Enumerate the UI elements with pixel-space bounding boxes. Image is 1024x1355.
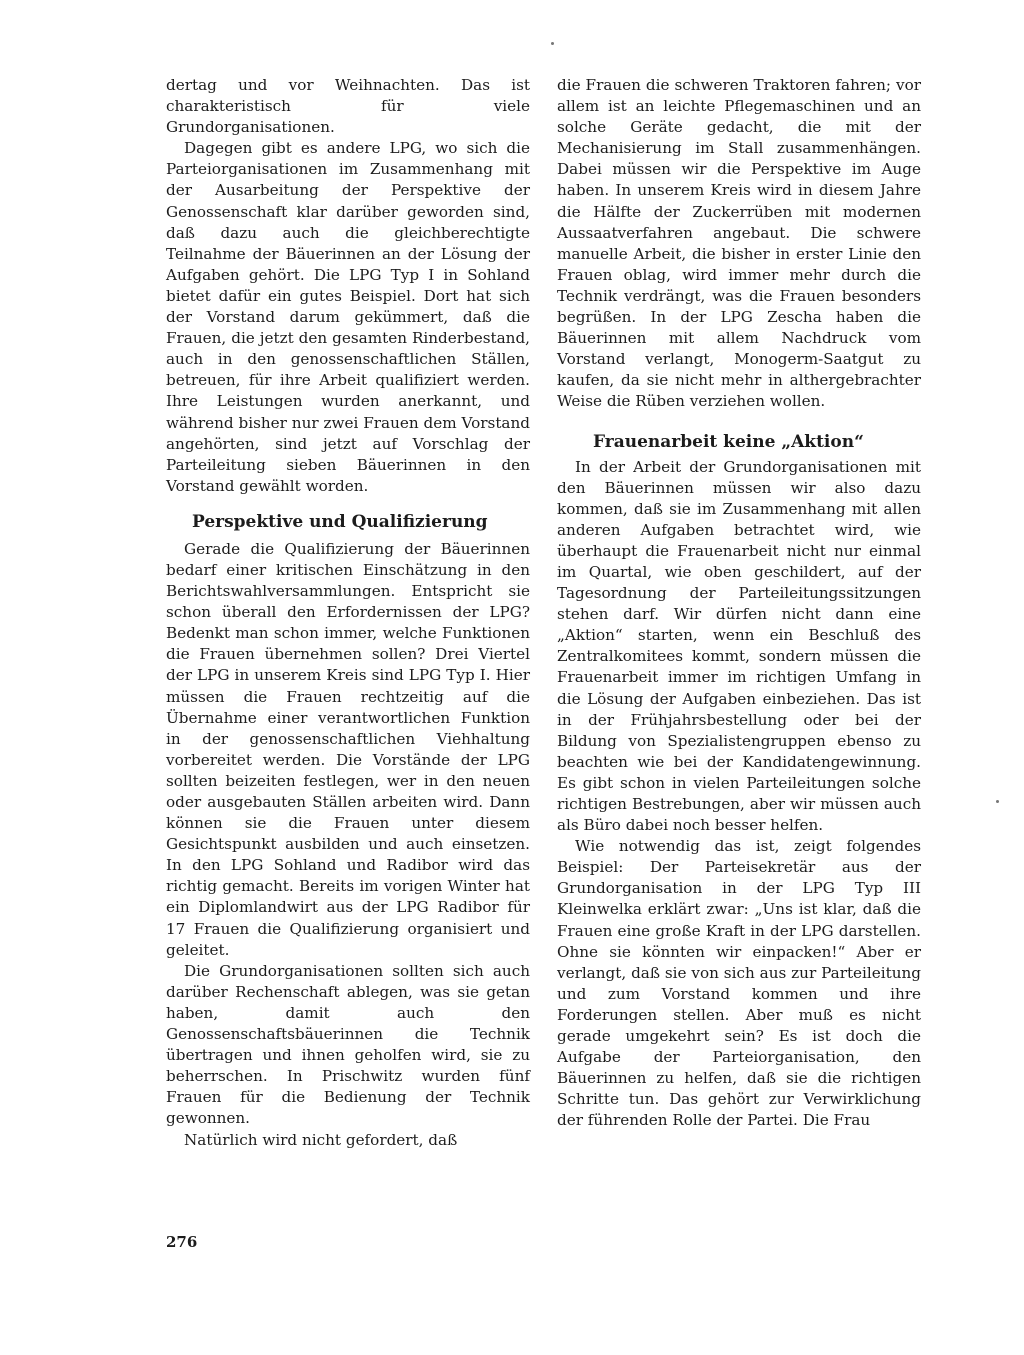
page-number: 276 [166,1233,198,1251]
paragraph-grundorganisationen: In der Arbeit der Grundorganisationen mit den Bäuerinnen müssen wir also dazu kommen, daß sie im Zusammenhang mit allen anderen Aufgaben betrachtet wird, wie überhaupt die Frauenarbeit nicht nur einmal im Quartal, wie oben geschildert, auf der Tagesordnung der Parteileitungssitzungen stehen darf. Wir dürfen nicht dann eine „Aktion“ starten, wenn ein Beschluß des Zentralkomitees kommt, sondern müssen die Frauenarbeit immer im richtigen Umfang in die Lösung der Aufgaben einbeziehen. Das ist in der Frühjahrsbestellung oder bei der Bildung von Spezialistengruppen ebenso zu beachten wie bei der Kandidatengewinnung. Es gibt schon in vielen Parteileitungen solche richtigen Bestrebungen, aber wir müssen auch als Büro dabei noch besser helfen. [557,457,921,835]
left-column [166,75,530,1151]
paragraph-continued: dertag und vor Weihnachten. Das ist charakteristisch für viele Grundorganisationen. [166,76,530,137]
section-heading-perspektive: Perspektive und Qualifizierung [192,511,488,532]
print-speck [551,42,554,45]
paragraph-rechenschaft: Die Grundorganisationen sollten sich auch darüber Rechenschaft ablegen, was sie getan haben, damit auch den Genossenschaftsbäuerinnen die Technik übertragen und ihnen geholfen wird, sie zu beherrschen. In Prischwitz wurden fünf Frauen für die Bedienung der Technik gewonnen. [166,961,530,1128]
paragraph-traktoren: die Frauen die schweren Traktoren fahren; vor allem ist an leichte Pflegemaschinen und an solche Geräte gedacht, die mit der Mechanisierung im Stall zusammenhängen. Dabei müssen wir die Perspektive im Auge haben. In unserem Kreis wird in diesem Jahre die Hälfte der Zuckerrüben mit modernen Aussaatverfahren angebaut. Die schwere manuelle Arbeit, die bisher in erster Linie den Frauen oblag, wird immer mehr durch die Technik verdrängt, was die Frauen besonders begrüßen. In der LPG Zescha haben die Bäuerinnen mit allem Nachdruck vom Vorstand verlangt, Monogerm-Saatgut zu kaufen, da sie nicht mehr in althergebrachter Weise die Rüben verziehen wollen. [557,76,921,411]
right-column [557,75,921,1132]
paragraph-kleinwelka: Wie notwendig das ist, zeigt folgendes Beispiel: Der Parteisekretär aus der Grundorganisation in der LPG Typ III Kleinwelka erklärt zwar: „Uns ist klar, daß die Frauen eine große Kraft in der LPG darstellen. Ohne sie könnten wir einpacken!“ Aber er verlangt, daß sie von sich aus zur Parteileitung und zum Vorstand kommen und ihre Forderungen stellen. Aber muß es nicht gerade umgekehrt sein? Es ist doch die Aufgabe der Parteiorganisation, den Bäuerinnen zu helfen, daß sie die richtigen Schritte tun. Das gehört zur Verwirklichung der führenden Rolle der Partei. Die Frau [557,837,921,1130]
paragraph-lpg-sohland: Dagegen gibt es andere LPG, wo sich die Parteiorganisationen im Zusammenhang mit der Ausarbeitung der Perspektive der Genossenschaft klar darüber geworden sind, daß dazu auch die gleichberechtigte Teilnahme der Bäuerinnen an der Lösung der Aufgaben gehört. Die LPG Typ I in Sohland bietet dafür ein gutes Beispiel. Dort hat sich der Vorstand darum gekümmert, daß die Frauen, die jetzt den gesamten Rinderbestand, auch in den genossenschaftlichen Ställen, betreuen, für ihre Arbeit qualifiziert werden. Ihre Leistungen wurden anerkannt, und während bisher nur zwei Frauen dem Vorstand angehörten, sind jetzt auf Vorschlag der Parteileitung sieben Bäuerinnen in den Vorstand gewählt worden. [166,139,530,495]
print-speck [996,800,999,803]
paragraph-natuerlich: Natürlich wird nicht gefordert, daß [184,1130,458,1149]
paragraph-qualifizierung: Gerade die Qualifizierung der Bäuerinnen bedarf einer kritischen Einschätzung in den Berichtswahlversammlungen. Entspricht sie schon überall den Erfordernissen der LPG? Bedenkt man schon immer, welche Funktionen die Frauen übernehmen sollen? Drei Viertel der LPG in unserem Kreis sind LPG Typ I. Hier müssen die Frauen rechtzeitig auf die Übernahme einer verantwortlichen Funktion in der genossenschaftlichen Viehhaltung vorbereitet werden. Die Vorstände der LPG sollten beizeiten festlegen, wer in den neuen oder ausgebauten Ställen arbeiten wird. Dann können sie die Frauen unter diesem Gesichtspunkt ausbilden und auch einsetzen. In den LPG Sohland und Radibor wird das richtig gemacht. Bereits im vorigen Winter hat ein Diplomlandwirt aus der LPG Radibor für 17 Frauen die Qualifizierung organisiert und geleitet. [166,539,530,959]
section-heading-frauenarbeit: Frauenarbeit keine „Aktion“ [593,431,864,452]
